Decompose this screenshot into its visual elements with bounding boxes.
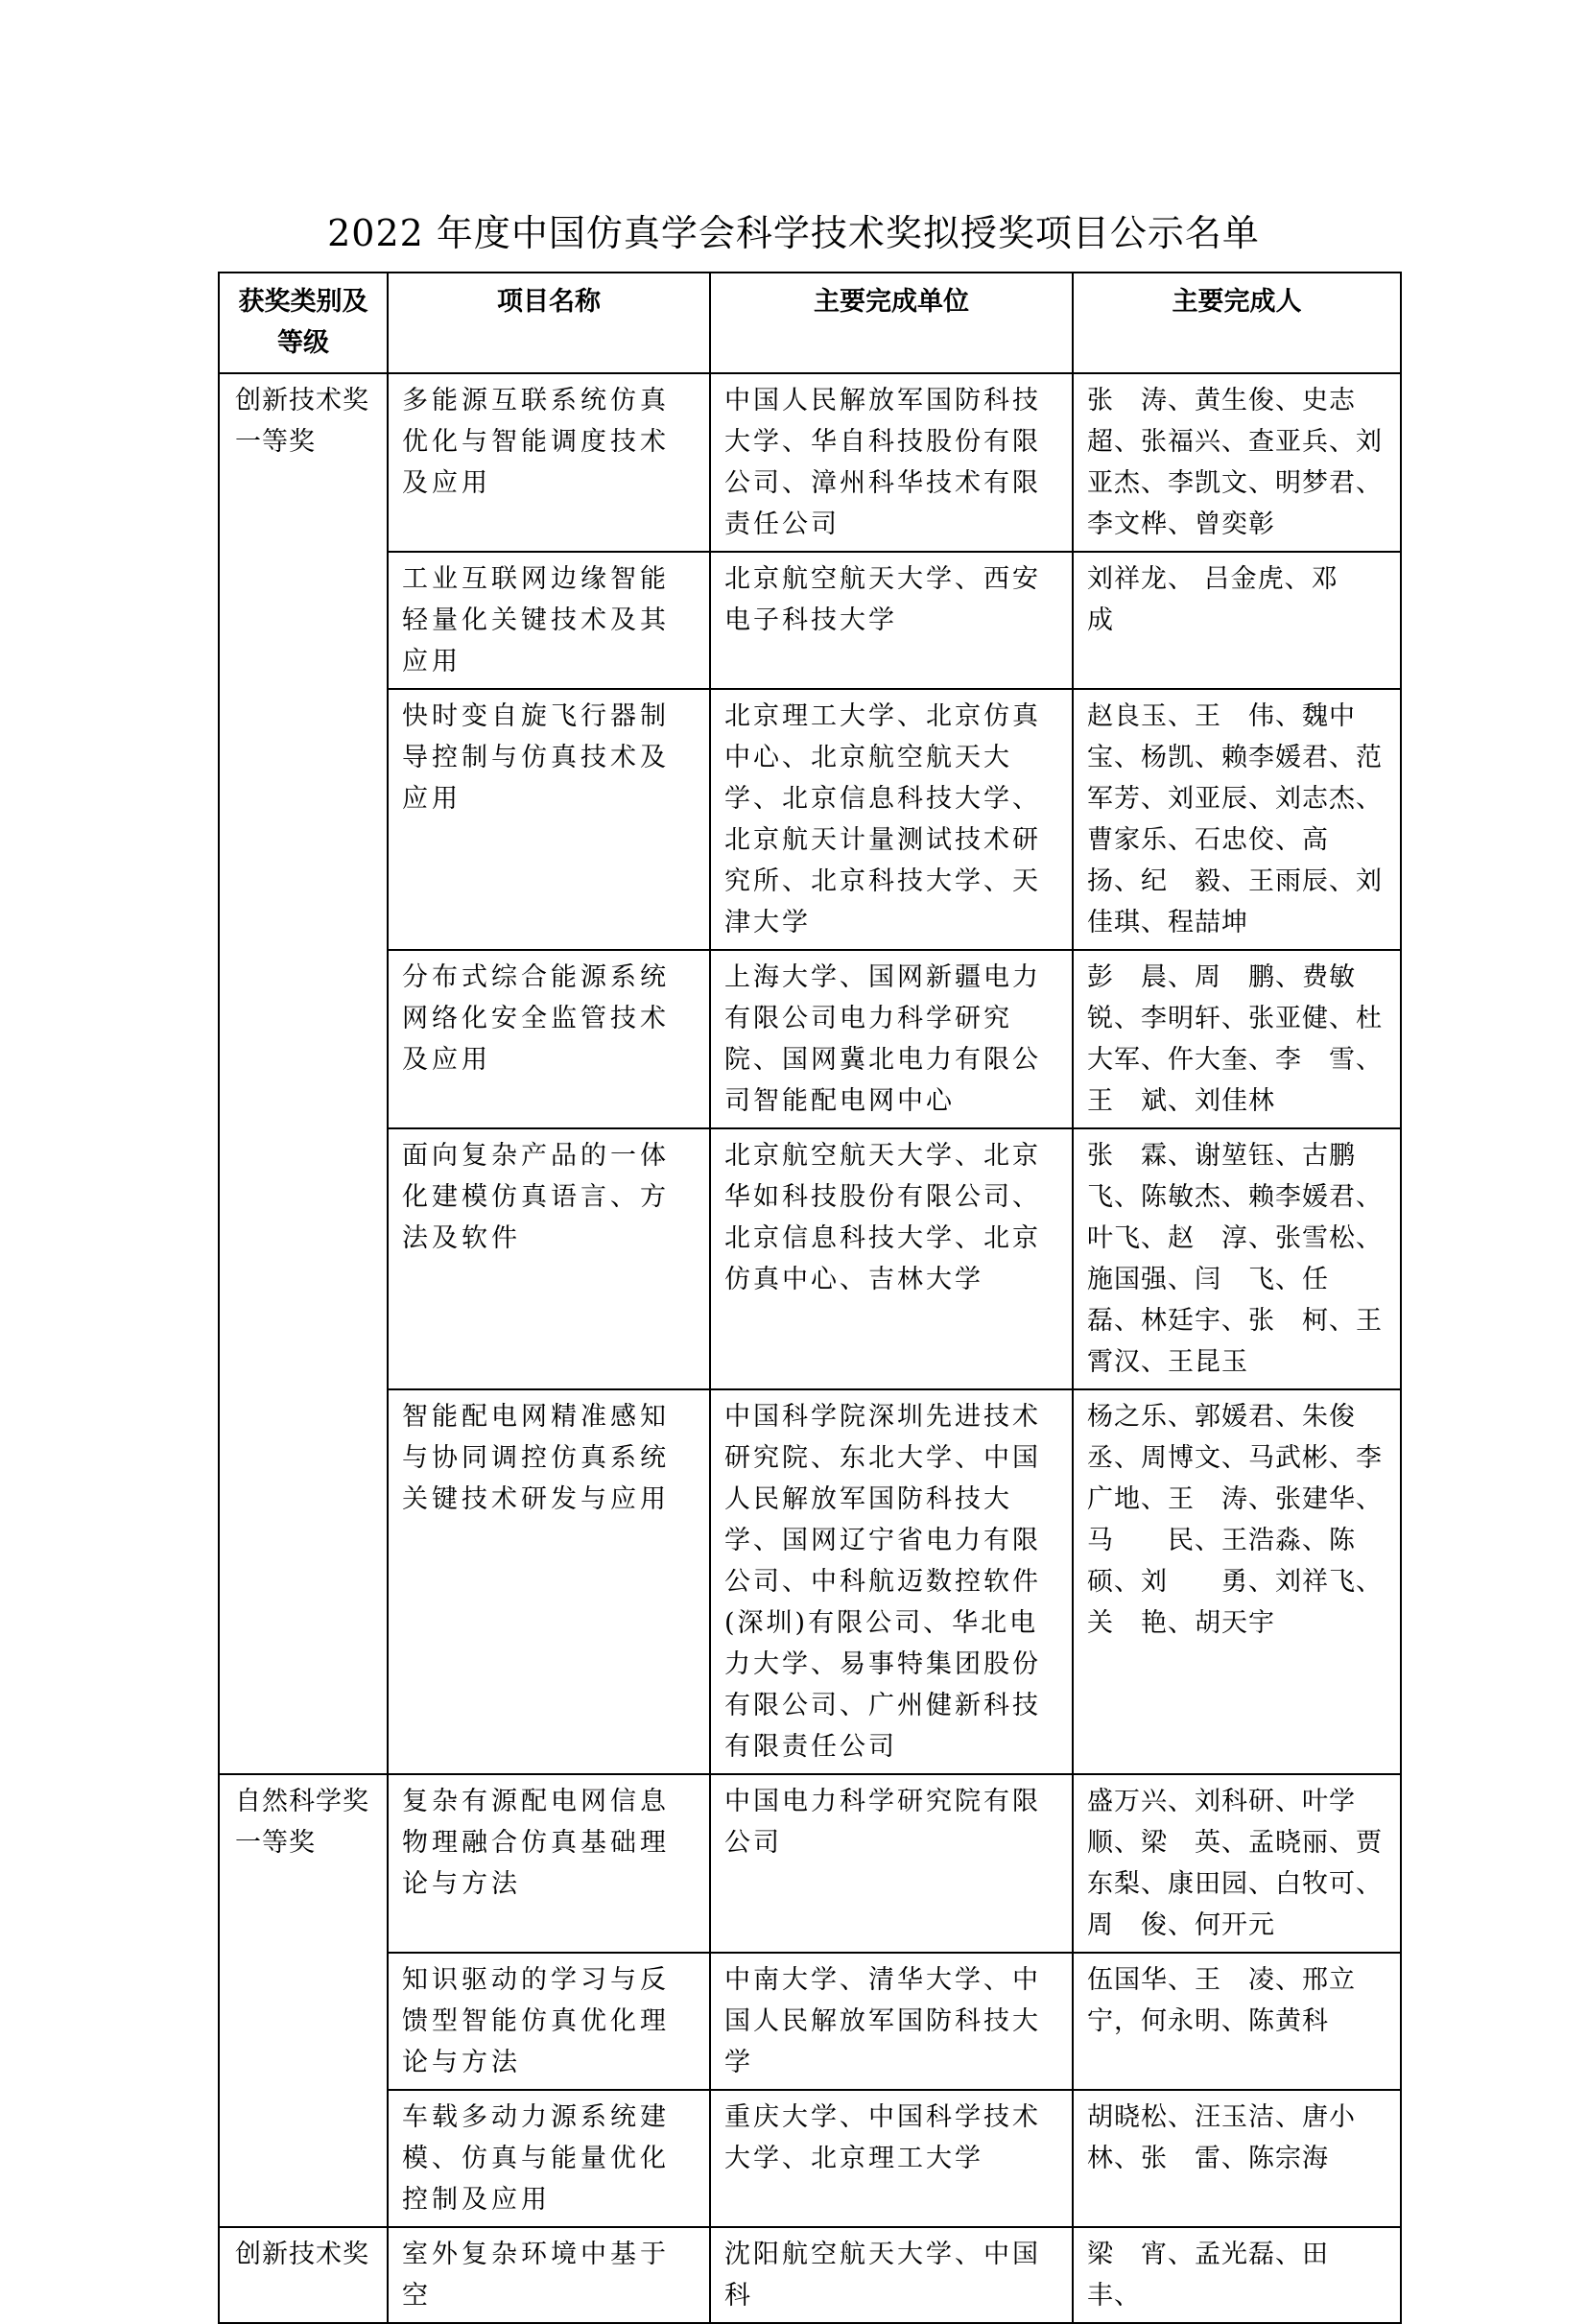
table-row: [219, 689, 1401, 950]
header-project: 项目名称: [388, 273, 710, 373]
award-category: [219, 1389, 388, 1774]
completing-people: 杨之乐、郭媛君、朱俊丞、周博文、马武彬、李广地、王 涛、张建华、马 民、王浩淼、陈 硕、刘 勇、刘祥飞、关 艳、胡天宇: [1073, 1389, 1401, 1774]
award-category: [219, 950, 388, 1128]
award-category: 创新技术奖一等奖: [219, 373, 388, 552]
page-title: 2022 年度中国仿真学会科学技术奖拟授奖项目公示名单: [327, 212, 1260, 254]
table-row: [219, 1128, 1401, 1389]
table-row: [219, 373, 1401, 552]
table-row: [219, 1389, 1401, 1774]
completing-people: 张 涛、黄生俊、史志超、张福兴、查亚兵、刘亚杰、李凯文、明梦君、李文桦、曾奕彰: [1073, 373, 1401, 552]
award-category: 自然科学奖一等奖: [219, 1774, 388, 1953]
project-name: 知识驱动的学习与反馈型智能仿真优化理论与方法: [388, 1953, 710, 2090]
project-name: 分布式综合能源系统网络化安全监管技术及应用: [388, 950, 710, 1128]
project-name: 室外复杂环境中基于空: [388, 2227, 710, 2323]
completing-people: 赵良玉、王 伟、魏中宝、杨凯、赖李媛君、范军芳、刘亚辰、刘志杰、曹家乐、石忠佼、高 扬、纪 毅、王雨辰、刘佳琪、程喆坤: [1073, 689, 1401, 950]
completing-units: 中南大学、清华大学、中国人民解放军国防科技大学: [710, 1953, 1073, 2090]
completing-units: 重庆大学、中国科学技术大学、北京理工大学: [710, 2090, 1073, 2227]
completing-people: 张 霖、谢堃钰、古鹏飞、陈敏杰、赖李媛君、叶飞、赵 淳、张雪松、施国强、闫 飞、任 磊、林廷宇、张 柯、王霄汉、王昆玉: [1073, 1128, 1401, 1389]
completing-units: 北京航空航天大学、北京华如科技股份有限公司、北京信息科技大学、北京仿真中心、吉林大学: [710, 1128, 1073, 1389]
completing-people: 刘祥龙、 吕金虎、邓 成: [1073, 552, 1401, 689]
completing-units: 中国科学院深圳先进技术研究院、东北大学、中国人民解放军国防科技大学、国网辽宁省电力有限公司、中科航迈数控软件(深圳)有限公司、华北电力大学、易事特集团股份有限公司、广州健新科技有限责任公司: [710, 1389, 1073, 1774]
header-people: 主要完成人: [1073, 273, 1401, 373]
header-category: 获奖类别及等级: [219, 273, 388, 373]
award-category: 创新技术奖: [219, 2227, 388, 2323]
completing-units: 中国电力科学研究院有限公司: [710, 1774, 1073, 1953]
table-header-row: [219, 273, 1401, 373]
table-row: [219, 950, 1401, 1128]
award-category: [219, 689, 388, 950]
project-name: 面向复杂产品的一体化建模仿真语言、方法及软件: [388, 1128, 710, 1389]
table-row: [219, 1774, 1401, 1953]
completing-people: 盛万兴、刘科研、叶学顺、梁 英、孟晓丽、贾东梨、康田园、白牧可、周 俊、何开元: [1073, 1774, 1401, 1953]
completing-units: 中国人民解放军国防科技大学、华自科技股份有限公司、漳州科华技术有限责任公司: [710, 373, 1073, 552]
table-row: [219, 2090, 1401, 2227]
project-name: 复杂有源配电网信息物理融合仿真基础理论与方法: [388, 1774, 710, 1953]
project-name: 智能配电网精准感知与协同调控仿真系统关键技术研发与应用: [388, 1389, 710, 1774]
completing-people: 伍国华、王 凌、邢立宁，何永明、陈黄科: [1073, 1953, 1401, 2090]
table-row: [219, 2227, 1401, 2323]
completing-people: 梁 宵、孟光磊、田 丰、: [1073, 2227, 1401, 2323]
completing-units: 沈阳航空航天大学、中国科: [710, 2227, 1073, 2323]
project-name: 工业互联网边缘智能轻量化关键技术及其应用: [388, 552, 710, 689]
award-category: [219, 552, 388, 689]
project-name: 快时变自旋飞行器制导控制与仿真技术及应用: [388, 689, 710, 950]
project-name: 多能源互联系统仿真优化与智能调度技术及应用: [388, 373, 710, 552]
completing-people: 胡晓松、汪玉洁、唐小林、张 雷、陈宗海: [1073, 2090, 1401, 2227]
completing-people: 彭 晨、周 鹏、费敏锐、李明轩、张亚健、杜大军、仵大奎、李 雪、王 斌、刘佳林: [1073, 950, 1401, 1128]
table-row: [219, 552, 1401, 689]
completing-units: 北京理工大学、北京仿真中心、北京航空航天大学、北京信息科技大学、北京航天计量测试技术研究所、北京科技大学、天津大学: [710, 689, 1073, 950]
award-category: [219, 1953, 388, 2090]
award-category: [219, 1128, 388, 1389]
project-name: 车载多动力源系统建模、仿真与能量优化控制及应用: [388, 2090, 710, 2227]
completing-units: 北京航空航天大学、西安电子科技大学: [710, 552, 1073, 689]
header-units: 主要完成单位: [710, 273, 1073, 373]
completing-units: 上海大学、国网新疆电力有限公司电力科学研究院、国网冀北电力有限公司智能配电网中心: [710, 950, 1073, 1128]
award-category: [219, 2090, 388, 2227]
award-table: [218, 272, 1402, 2324]
table-row: [219, 1953, 1401, 2090]
